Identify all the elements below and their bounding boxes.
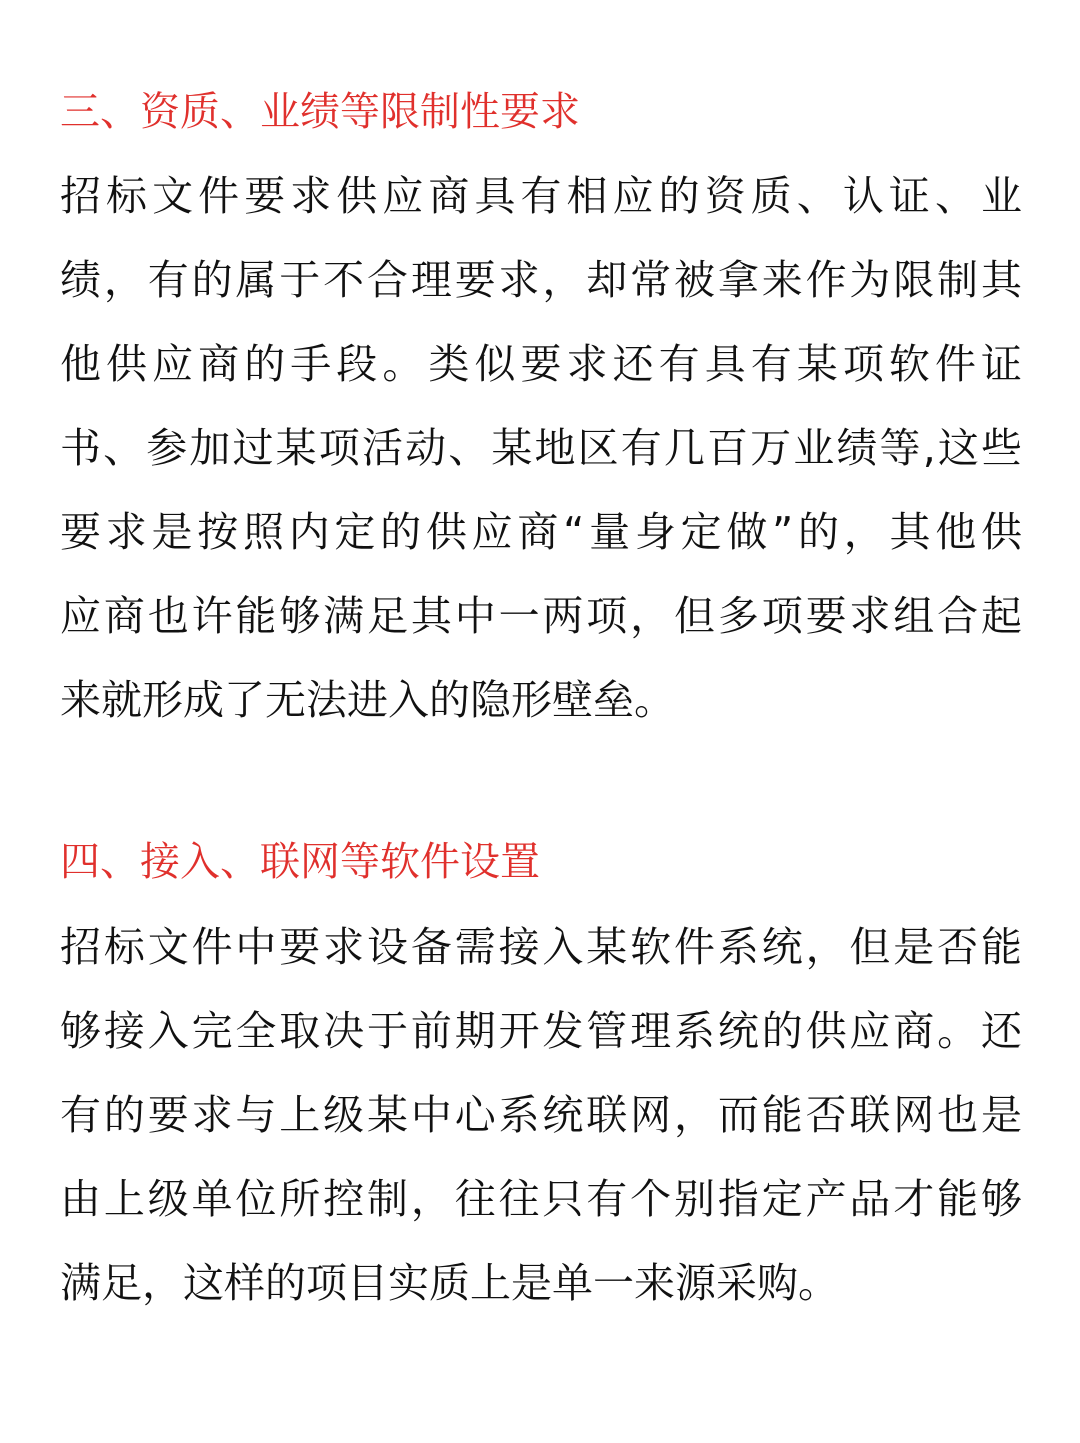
paragraph-line: 由上级单位所控制，往往只有个别指定产品才能够 bbox=[60, 1175, 1022, 1223]
paragraph-line: 书、参加过某项活动、某地区有几百万业绩等,这些 bbox=[60, 424, 1022, 472]
section-4-heading: 四、接入、联网等软件设置 bbox=[60, 839, 540, 885]
section-3-paragraph bbox=[60, 154, 1022, 742]
paragraph-line: 满足，这样的项目实质上是单一来源采购。 bbox=[60, 1259, 839, 1307]
paragraph-line: 够接入完全取决于前期开发管理系统的供应商。还 bbox=[60, 1007, 1022, 1055]
paragraph-line: 有的要求与上级某中心系统联网，而能否联网也是 bbox=[60, 1091, 1022, 1139]
paragraph-line: 来就形成了无法进入的隐形壁垒。 bbox=[60, 676, 675, 724]
section-3-heading: 三、资质、业绩等限制性要求 bbox=[60, 89, 580, 135]
paragraph-line: 应商也许能够满足其中一两项，但多项要求组合起 bbox=[60, 592, 1022, 640]
paragraph-line: 招标文件中要求设备需接入某软件系统，但是否能 bbox=[60, 923, 1022, 971]
paragraph-line: 绩，有的属于不合理要求，却常被拿来作为限制其 bbox=[60, 256, 1022, 304]
paragraph-line: 要求是按照内定的供应商“量身定做”的，其他供 bbox=[60, 508, 1022, 556]
paragraph-line: 招标文件要求供应商具有相应的资质、认证、业 bbox=[60, 172, 1022, 220]
paragraph-line: 他供应商的手段。类似要求还有具有某项软件证 bbox=[60, 340, 1022, 388]
section-4-paragraph bbox=[60, 905, 1022, 1325]
